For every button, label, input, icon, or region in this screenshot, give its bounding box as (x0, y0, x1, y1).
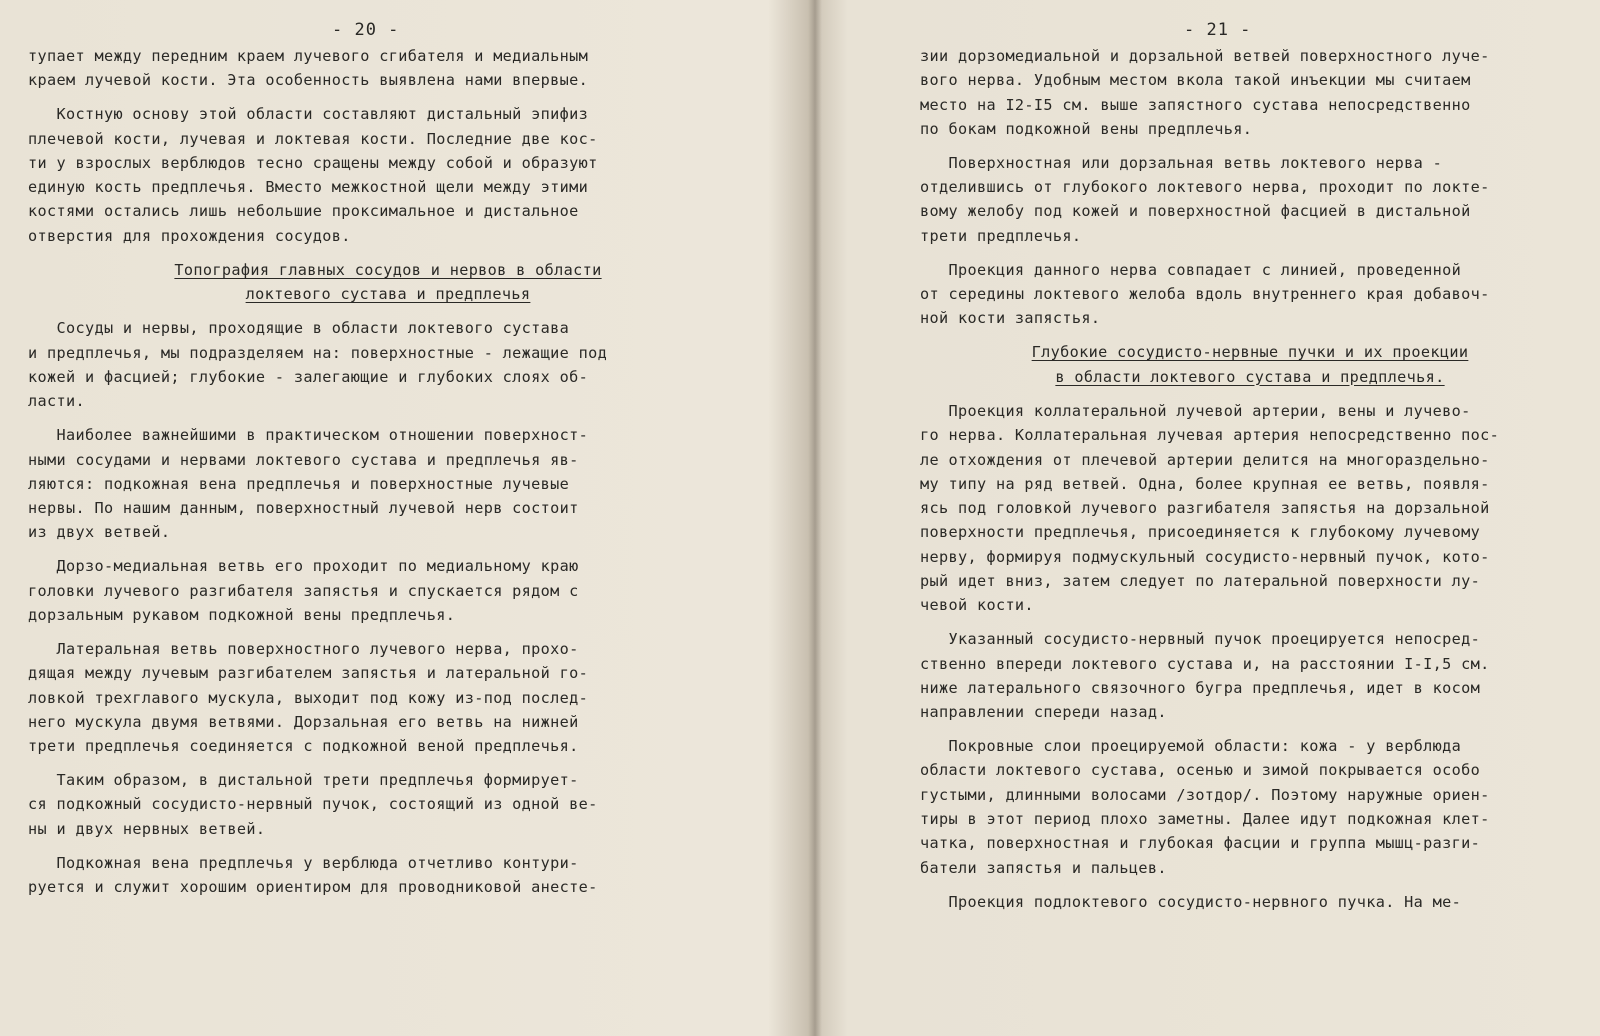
text-line: ловкой трехглавого мускула, выходит под кожу из-под послед- (28, 688, 589, 707)
text-line: ственно впереди локтевого сустава и, на расстоянии I-I,5 см. (920, 654, 1490, 673)
text-line: ласти. (28, 392, 85, 411)
paragraph (28, 102, 748, 248)
text-line: плечевой кости, лучевая и локтевая кости. Последние две кос- (28, 129, 598, 148)
text-line: Костную основу этой области составляют дистальный эпифиз (28, 105, 589, 124)
paragraph (28, 637, 748, 758)
text-line: направлении спереди назад. (920, 703, 1167, 722)
paragraph (920, 258, 1580, 331)
text-line: Латеральная ветвь поверхностного лучевого нерва, прохо- (28, 639, 579, 658)
text-line: Подкожная вена предплечья у верблюда отчетливо контури- (28, 853, 579, 872)
paragraph (920, 890, 1580, 914)
text-line: ниже латерального связочного бугра предплечья, идет в косом (920, 678, 1481, 697)
text-line: чатка, поверхностная и глубокая фасции и группа мышц-разги- (920, 834, 1481, 853)
text-line: отверстия для прохождения сосудов. (28, 226, 351, 245)
text-line: дящая между лучевым разгибателем запястья и латеральной го- (28, 664, 589, 683)
text-line: Наиболее важнейшими в практическом отношении поверхност- (28, 426, 589, 445)
text-line: поверхности предплечья, присоединяется к глубокому лучевому (920, 523, 1481, 542)
text-line: вому желобу под кожей и поверхностной фасцией в дистальной (920, 202, 1471, 221)
text-line: ясь под головкой лучевого разгибателя запястья на дорзальной (920, 499, 1490, 518)
text-line: от середины локтевого желоба вдоль внутреннего края добавоч- (920, 285, 1490, 304)
text-line: ными сосудами и нервами локтевого сустава и предплечья яв- (28, 450, 579, 469)
right-page-text (920, 44, 1580, 924)
text-line: ти у взрослых верблюдов тесно сращены между собой и образуют (28, 153, 598, 172)
text-line: костями остались лишь небольшие проксимальное и дистальное (28, 202, 579, 221)
text-line: отделившись от глубокого локтевого нерва, проходит по локте- (920, 178, 1490, 197)
text-line: и предплечья, мы подразделяем на: поверхностные - лежащие под (28, 343, 608, 362)
text-line: Таким образом, в дистальной трети предплечья формирует- (28, 771, 579, 790)
text-line: Поверхностная или дорзальная ветвь локтевого нерва - (920, 153, 1443, 172)
text-line: батели запястья и пальцев. (920, 858, 1167, 877)
book-gutter (808, 0, 822, 1036)
text-line: Проекция данного нерва совпадает с линией, проведенной (920, 260, 1462, 279)
text-line: место на I2-I5 см. выше запястного сустава непосредственно (920, 95, 1471, 114)
text-line: ся подкожный сосудисто-нервный пучок, состоящий из одной ве- (28, 795, 598, 814)
text-line: го нерва. Коллатеральная лучевая артерия непосредственно пос- (920, 426, 1500, 445)
text-line: него мускула двумя ветвями. Дорзальная его ветвь на нижней (28, 712, 579, 731)
text-line: Дорзо-медиальная ветвь его проходит по медиальному краю (28, 557, 579, 576)
paragraph (920, 734, 1580, 880)
text-line: Указанный сосудисто-нервный пучок проецируется непосред- (920, 630, 1481, 649)
section-heading (920, 340, 1580, 389)
text-line: из двух ветвей. (28, 523, 171, 542)
paragraph (28, 768, 748, 841)
text-line: зии дорзомедиальной и дорзальной ветвей поверхностного луче- (920, 47, 1490, 65)
text-line: тупает между передним краем лучевого сгибателя и медиальным (28, 47, 589, 65)
text-line: вого нерва. Удобным местом вкола такой инъекции мы считаем (920, 71, 1471, 90)
text-line: Сосуды и нервы, проходящие в области локтевого сустава (28, 319, 570, 338)
text-line: ной кости запястья. (920, 309, 1101, 328)
text-line: головки лучевого разгибателя запястья и спускается рядом с (28, 581, 579, 600)
text-line: ле отхождения от плечевой артерии делится на многораздельно- (920, 450, 1490, 469)
left-page-text (28, 44, 748, 909)
text-line: дорзальным рукавом подкожной вены предплечья. (28, 605, 456, 624)
heading-line: Топография главных сосудов и нервов в области (174, 260, 602, 279)
paragraph (28, 44, 748, 93)
text-line: чевой кости. (920, 596, 1034, 615)
paragraph (28, 851, 748, 900)
paragraph (920, 627, 1580, 724)
right-page-number: - 21 - (1184, 20, 1252, 40)
paragraph (28, 554, 748, 627)
paragraph (920, 44, 1580, 141)
text-line: по бокам подкожной вены предплечья. (920, 119, 1253, 138)
left-page-number: - 20 - (332, 20, 400, 40)
left-page (28, 0, 748, 1036)
text-line: ляются: подкожная вена предплечья и поверхностные лучевые (28, 474, 570, 493)
paragraph (920, 399, 1580, 618)
paragraph (28, 423, 748, 544)
text-line: трети предплечья соединяется с подкожной веной предплечья. (28, 737, 579, 756)
paragraph (28, 316, 748, 413)
text-line: му типу на ряд ветвей. Одна, более крупная ее ветвь, появля- (920, 474, 1490, 493)
text-line: трети предплечья. (920, 226, 1082, 245)
heading-line: в области локтевого сустава и предплечья. (1055, 367, 1445, 386)
heading-line: локтевого сустава и предплечья (245, 285, 531, 304)
text-line: кожей и фасцией; глубокие - залегающие и глубоких слоях об- (28, 367, 589, 386)
heading-line: Глубокие сосудисто-нервные пучки и их проекции (1031, 343, 1469, 362)
text-line: тиры в этот период плохо заметны. Далее идут подкожная клет- (920, 810, 1490, 829)
section-heading (28, 258, 748, 307)
text-line: единую кость предплечья. Вместо межкостной щели между этими (28, 178, 589, 197)
text-line: нерву, формируя подмускульный сосудисто-нервный пучок, кото- (920, 547, 1490, 566)
text-line: ны и двух нервных ветвей. (28, 819, 266, 838)
text-line: руется и служит хорошим ориентиром для проводниковой анесте- (28, 878, 598, 897)
text-line: рый идет вниз, затем следует по латеральной поверхности лу- (920, 572, 1481, 590)
text-line: Проекция коллатеральной лучевой артерии, вены и лучево- (920, 401, 1471, 420)
paragraph (920, 151, 1580, 248)
text-line: нервы. По нашим данным, поверхностный лучевой нерв состоит (28, 499, 579, 518)
text-line: густыми, длинными волосами /зотдор/. Поэтому наружные ориен- (920, 785, 1490, 804)
text-line: области локтевого сустава, осенью и зимой покрывается особо (920, 761, 1481, 780)
text-line: краем лучевой кости. Эта особенность выявлена нами впервые. (28, 71, 589, 90)
text-line: Проекция подлоктевого сосудисто-нервного пучка. На ме- (920, 892, 1462, 911)
text-line: Покровные слои проецируемой области: кожа - у верблюда (920, 737, 1462, 756)
right-page (920, 0, 1580, 1036)
